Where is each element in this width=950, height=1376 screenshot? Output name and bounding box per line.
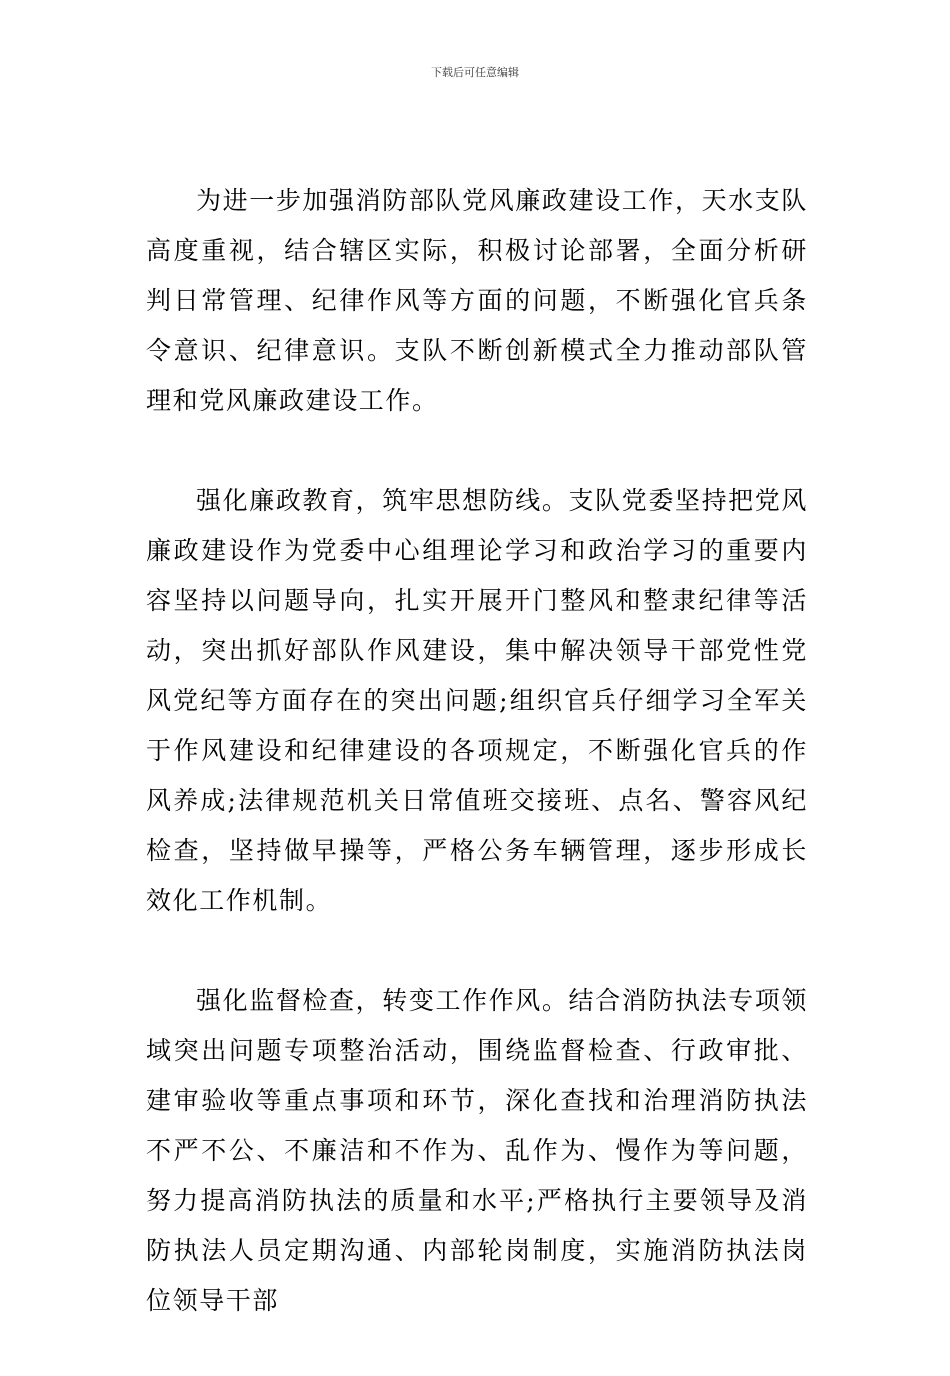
paragraph-1: 为进一步加强消防部队党风廉政建设工作，天水支队高度重视，结合辖区实际，积极讨论部署，全面分析研判日常管理、纪律作风等方面的问题，不断强化官兵条令意识、纪律意识。支队不断创新模式全力推动部队管理和党风廉政建设工作。 <box>146 186 808 415</box>
page-header-note: 下载后可任意编辑 <box>431 66 519 79</box>
paragraph-3: 强化监督检查，转变工作作风。结合消防执法专项领域突出问题专项整治活动，围绕监督检查、行政审批、建审验收等重点事项和环节，深化查找和治理消防执法不严不公、不廉洁和不作为、乱作为、慢作为等问题，努力提高消防执法的质量和水平;严格执行主要领导及消防执法人员定期沟通、内部轮岗制度，实施消防执法岗位领导干部 <box>146 986 808 1315</box>
document-body <box>146 176 808 1376</box>
paragraph-2: 强化廉政教育，筑牢思想防线。支队党委坚持把党风廉政建设作为党委中心组理论学习和政治学习的重要内容坚持以问题导向，扎实开展开门整风和整隶纪律等活动，突出抓好部队作风建设，集中解决领导干部党性党风党纪等方面存在的突出问题;组织官兵仔细学习全军关于作风建设和纪律建设的各项规定，不断强化官兵的作风养成;法律规范机关日常值班交接班、点名、警容风纪检查，坚持做早操等，严格公务车辆管理，逐步形成长效化工作机制。 <box>146 486 808 915</box>
